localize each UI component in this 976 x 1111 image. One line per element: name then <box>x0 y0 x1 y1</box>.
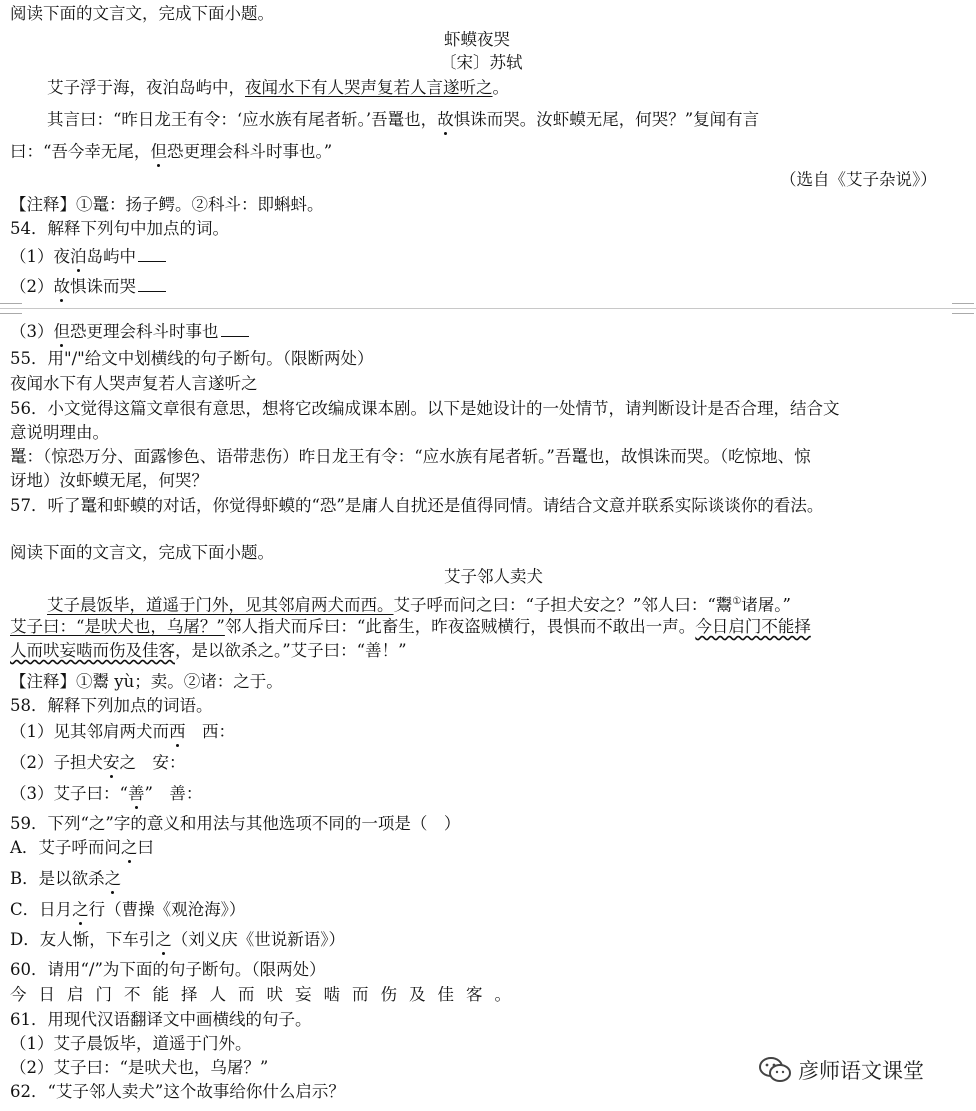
question-54-3 <box>10 320 249 342</box>
wavy-underlined-sentence: 今日启门不能择 <box>695 617 811 636</box>
question-text: （3）艾子曰：“ <box>10 784 128 803</box>
question-text: （1）夜 <box>10 247 70 266</box>
dotted-word: 善 <box>127 784 145 803</box>
passage-text: 恐更理会科斗时事也。” <box>166 142 333 161</box>
passage-text: 曰：“吾今幸无尾， <box>10 142 151 161</box>
passage-text: 诸屠。” <box>741 595 791 615</box>
page-break-line <box>0 308 976 309</box>
instruction-1: 阅读下面的文言文，完成下面小题。 <box>10 4 274 23</box>
question-58-2 <box>10 753 186 773</box>
page-break-marker-right <box>952 303 974 314</box>
wechat-icon <box>758 1056 792 1084</box>
annotation-2: 【注释】①鬻 yù；卖。②诸：之于。 <box>10 672 283 691</box>
choice-d[interactable] <box>10 930 345 950</box>
underlined-sentence: 艾子曰：“是吠犬也，乌屠？” <box>10 617 225 636</box>
question-60: 60．请用“/”为下面的句子断句。（限两处） <box>10 960 326 979</box>
dotted-word: 泊 <box>70 247 87 266</box>
passage-2-line-1 <box>47 592 791 616</box>
article-author-1: 〔宋〕苏轼 <box>440 53 523 72</box>
source-citation: （选自《艾子杂说》） <box>780 170 937 189</box>
question-61-2: （2）艾子曰：“是吠犬也，乌屠？” <box>10 1058 269 1077</box>
choice-text: C．日月 <box>10 900 73 919</box>
answer-blank[interactable] <box>138 275 166 292</box>
dotted-word: 之 <box>104 869 122 888</box>
instruction-2: 阅读下面的文言文，完成下面小题。 <box>10 543 274 562</box>
passage-1-line-2 <box>47 110 759 130</box>
choice-b[interactable] <box>10 869 121 889</box>
passage-1-line-3 <box>10 142 332 162</box>
choice-c[interactable] <box>10 900 245 920</box>
question-text: （2） <box>10 277 54 296</box>
passage-1-line-1 <box>47 78 509 98</box>
choice-text: D．友人惭，下车引 <box>10 930 156 949</box>
question-text: 之 安： <box>119 753 186 772</box>
watermark <box>758 1055 924 1085</box>
watermark-text: 彦师语文课堂 <box>798 1059 924 1083</box>
question-text: （1）见其邻肩两犬而 <box>10 722 169 741</box>
question-61: 61．用现代汉语翻译文中画横线的句子。 <box>10 1010 312 1029</box>
dotted-word: 但 <box>53 322 70 341</box>
question-60-sentence: 今日启门不能择人而吠妄啮而伤及佳客。 <box>10 985 523 1004</box>
question-text: 恐更理会科斗时事也 <box>70 322 219 341</box>
dotted-word: 安 <box>103 753 120 772</box>
choice-text: 曰 <box>137 838 154 857</box>
wavy-underlined-sentence: 人而吠妄啮而伤及佳客 <box>10 641 175 660</box>
choice-text: 行（曹操《观沧海》） <box>88 900 246 919</box>
choice-text: （刘义庆《世说新语》） <box>171 930 345 949</box>
question-text: （2）子担犬 <box>10 753 103 772</box>
dotted-word: 但 <box>150 142 167 161</box>
underlined-sentence: 夜闻水下有人哭声复若人言遂听之 <box>245 78 493 97</box>
dotted-word: 之 <box>155 930 172 949</box>
dotted-word: 故 <box>437 110 454 129</box>
question-55-sentence: 夜闻水下有人哭声复若人言遂听之 <box>10 374 258 393</box>
dotted-word: 故 <box>53 277 70 296</box>
question-58-1 <box>10 722 235 742</box>
article-title-1: 虾蟆夜哭 <box>444 30 510 49</box>
passage-text: 艾子呼而问之曰：“子担犬安之？”邻人曰：“鬻 <box>393 595 733 615</box>
dotted-word: 之 <box>120 838 138 857</box>
question-56-line-4: 讶地）汝虾蟆无尾，何哭？ <box>10 471 208 490</box>
answer-blank[interactable] <box>138 245 166 262</box>
passage-2-line-3 <box>10 641 407 661</box>
choice-a[interactable] <box>10 838 154 858</box>
underlined-sentence: 艾子晨饭毕，道遥于门外，见其邻肩两犬而西。 <box>47 595 394 615</box>
passage-text: 其言曰：“昨日龙王有令：‘应水族有尾者斩。’吾鼍也， <box>47 110 438 129</box>
question-text: （3） <box>10 322 54 341</box>
passage-text: 。 <box>492 78 509 97</box>
article-title-2: 艾子邻人卖犬 <box>444 567 543 586</box>
question-text: 西： <box>185 722 235 741</box>
question-54: 54．解释下列句中加点的词。 <box>10 219 229 238</box>
choice-text: A．艾子呼而问 <box>10 838 121 857</box>
question-text: 岛屿中 <box>86 247 136 266</box>
footnote-mark: ① <box>732 596 742 607</box>
question-57: 57．听了鼍和虾蟆的对话，你觉得虾蟆的“恐”是庸人自扰还是值得同情。请结合文意并联系实际谈谈你的看法。 <box>10 496 824 515</box>
choice-text: B．是以欲杀 <box>10 869 105 888</box>
question-54-2 <box>10 275 166 297</box>
passage-2-line-2 <box>10 617 811 637</box>
passage-text: 惧诛而哭。汝虾蟆无尾，何哭？”复闻有言 <box>453 110 760 129</box>
question-56-line-2: 意说明理由。 <box>10 423 109 442</box>
passage-text: 邻人指犬而斥曰：“此畜生，昨夜盗贼横行，畏惧而不敢出一声。 <box>224 617 696 636</box>
answer-blank[interactable] <box>221 320 249 337</box>
question-56-line-1: 56．小文觉得这篇文章很有意思，想将它改编成课本剧。以下是她设计的一处情节，请判断设计是否合理，结合文 <box>10 399 840 418</box>
question-text: ” 善： <box>144 784 203 803</box>
dotted-word: 西 <box>169 722 186 741</box>
question-text: 惧诛而哭 <box>70 277 136 296</box>
question-58-3 <box>10 784 202 804</box>
question-54-1 <box>10 245 166 267</box>
passage-text: ，是以欲杀之。”艾子曰：“善！” <box>175 641 407 660</box>
question-59: 59．下列“之”字的意义和用法与其他选项不同的一项是（ ） <box>10 814 461 833</box>
question-61-1: （1）艾子晨饭毕，道遥于门外。 <box>10 1034 252 1053</box>
page-break-marker-left <box>0 303 22 314</box>
annotation-1: 【注释】①鼍：扬子鳄。②科斗：即蝌蚪。 <box>10 195 324 214</box>
dotted-word: 之 <box>72 900 89 919</box>
question-56-line-3: 鼍：（惊恐万分、面露惨色、语带悲伤）昨日龙王有令：“应水族有尾者斩。”吾鼍也，故惧诛而哭。（吃惊地、惊 <box>10 447 811 466</box>
question-58: 58．解释下列加点的词语。 <box>10 696 213 715</box>
question-62: 62．“艾子邻人卖犬”这个故事给你什么启示？ <box>10 1082 345 1101</box>
question-55: 55．用"/"给文中划横线的句子断句。（限断两处） <box>10 349 374 368</box>
passage-text: 艾子浮于海，夜泊岛屿中， <box>47 78 245 97</box>
